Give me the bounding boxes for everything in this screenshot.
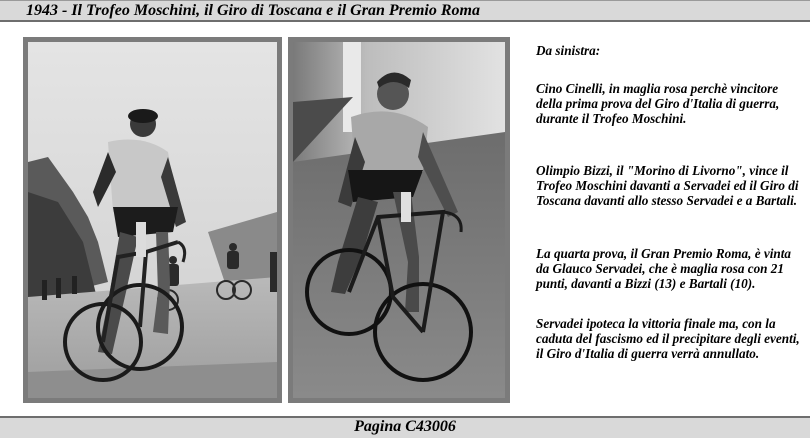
caption-cinelli: Cino Cinelli, in maglia rosa perchè vincitore della prima prova del Giro d'Italia di guerra, durante il Trofeo Moschini. [536, 81, 780, 127]
photo-frame-left [23, 37, 282, 403]
caption-servadei: Servadei ipoteca la vittoria finale ma, con la caduta del fascismo ed il precipitare degli eventi, il Giro d'Italia di guerra verrà annullato. [536, 316, 800, 362]
caption-gran-premio-roma: La quarta prova, il Gran Premio Roma, è vinta da Glauco Servadei, che è maglia rosa con 21 punti, davanti a Bizzi (13) e Bartali (10). [536, 246, 791, 292]
photo-cinelli [28, 42, 277, 398]
title-bar [0, 0, 810, 22]
page-title: 1943 - Il Trofeo Moschini, il Giro di Toscana e il Gran Premio Roma [26, 2, 480, 19]
photo-frame-right [288, 37, 510, 403]
caption-intro: Da sinistra: [536, 43, 601, 58]
footer-bar [0, 416, 810, 438]
page-number-label: Pagina C43006 [354, 418, 456, 435]
caption-bizzi: Olimpio Bizzi, il "Morino di Livorno", vince il Trofeo Moschini davanti a Servadei ed il Giro di Toscana davanti allo stesso Servadei e a Bartali. [536, 163, 799, 209]
photo-bizzi [293, 42, 505, 398]
